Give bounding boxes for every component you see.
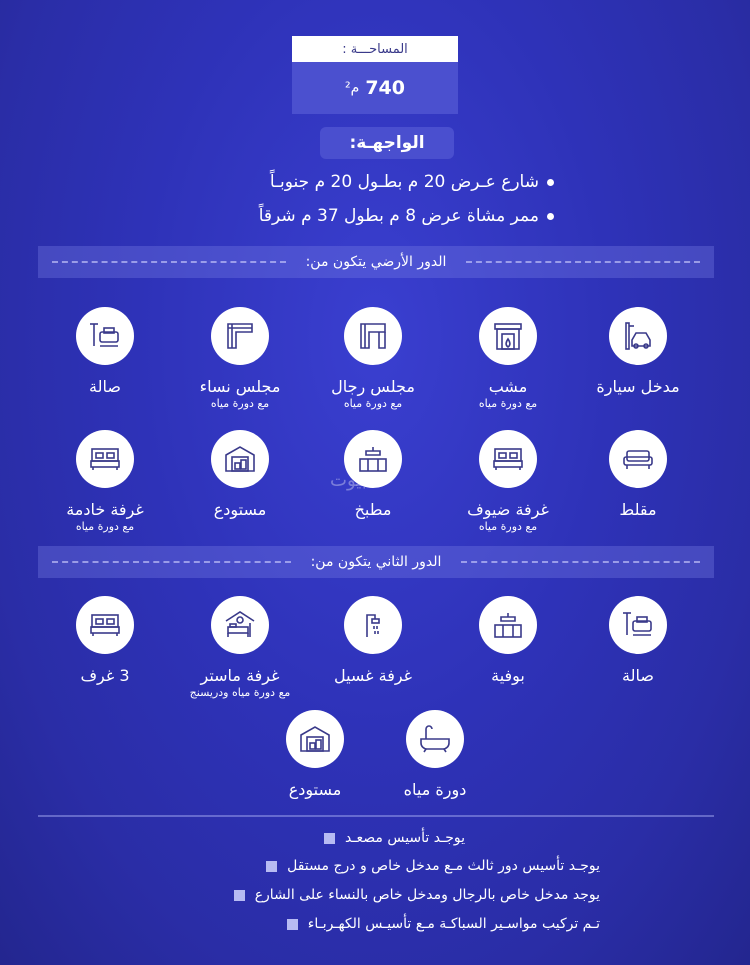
pantry-icon <box>479 596 537 654</box>
bullet-square-icon <box>234 890 245 901</box>
room-label: مشب <box>488 377 528 396</box>
facade-line-text: ممر مشاة عرض 8 م بطول 37 م شرقاً <box>258 206 539 226</box>
note-text: يوجد مدخل خاص بالرجال ومدخل خاص بالنساء على الشارع <box>254 887 600 903</box>
room-label: مجلس رجال <box>331 377 415 396</box>
room-label: غرفة غسيل <box>333 666 413 685</box>
facade-line-text: شارع عـرض 20 م بطـول 20 م جنوبـاً <box>269 172 539 192</box>
room-item <box>563 430 713 519</box>
bullet-square-icon <box>324 833 335 844</box>
room-sublabel: مع دورة مياه <box>75 520 135 533</box>
room-label: غرفة ضيوف <box>467 500 549 519</box>
room-label: مقلط <box>619 500 657 519</box>
watermark: بيوت <box>330 470 367 491</box>
area-unit: م² <box>345 80 360 96</box>
storage-icon <box>286 710 344 768</box>
room-label: مستودع <box>288 780 342 799</box>
mens-majlis-icon <box>344 307 402 365</box>
bathtub-icon <box>406 710 464 768</box>
room-label: مطبخ <box>354 500 392 519</box>
room-item <box>30 307 180 396</box>
ground-floor-title: الدور الأرضي يتكون من: <box>305 254 447 270</box>
sofa-icon <box>609 430 667 488</box>
room-item <box>30 596 180 685</box>
room-label: بوفية <box>491 666 525 685</box>
storage-icon <box>211 430 269 488</box>
dash-divider <box>461 561 700 563</box>
room-item <box>165 430 315 519</box>
first-floor-band <box>38 546 714 578</box>
room-item <box>165 307 315 410</box>
room-sublabel: مع دورة مياه <box>478 397 538 410</box>
room-item <box>433 307 583 410</box>
dash-divider <box>52 561 291 563</box>
guest-bed-icon <box>479 430 537 488</box>
room-item <box>165 596 315 699</box>
first-floor-title: الدور الثاني يتكون من: <box>310 554 442 570</box>
note-item <box>287 916 600 932</box>
facade-line <box>270 172 554 192</box>
fireplace-icon <box>479 307 537 365</box>
room-sublabel: مع دورة مياه <box>343 397 403 410</box>
room-label: صالة <box>89 377 121 396</box>
bullet-dot <box>547 179 554 186</box>
womens-majlis-icon <box>211 307 269 365</box>
room-item <box>298 430 448 519</box>
note-text: يوجـد تأسيس دور ثالث مـع مدخل خاص و درج مستقل <box>287 858 600 874</box>
ground-floor-band <box>38 246 714 278</box>
room-label: دورة مياه <box>403 780 467 799</box>
facade-line <box>259 206 554 226</box>
bullet-square-icon <box>287 919 298 930</box>
room-item <box>298 596 448 685</box>
living-room-icon <box>76 307 134 365</box>
master-room-icon <box>211 596 269 654</box>
note-item <box>324 830 465 846</box>
room-label: غرفة ماستر <box>200 666 280 685</box>
dash-divider <box>466 261 700 263</box>
room-sublabel: مع دورة مياه ودريسنج <box>189 686 291 699</box>
dash-divider <box>52 261 286 263</box>
facade-title: الواجهـة: <box>320 127 454 159</box>
bed-icon <box>76 596 134 654</box>
area-value: 740 <box>365 77 405 99</box>
room-sublabel: مع دورة مياه <box>210 397 270 410</box>
bullet-square-icon <box>266 861 277 872</box>
room-item <box>563 596 713 685</box>
room-item <box>563 307 713 396</box>
room-item <box>240 710 390 799</box>
bullet-dot <box>547 213 554 220</box>
room-item <box>30 430 180 533</box>
room-label: مدخل سيارة <box>596 377 680 396</box>
divider <box>38 815 714 817</box>
room-label: مستودع <box>213 500 267 519</box>
room-item <box>298 307 448 410</box>
laundry-icon <box>344 596 402 654</box>
note-item <box>266 858 600 874</box>
room-item <box>433 596 583 685</box>
living-room-icon <box>609 596 667 654</box>
room-label: صالة <box>622 666 654 685</box>
maid-bed-icon <box>76 430 134 488</box>
room-item <box>433 430 583 533</box>
room-label: غرفة خادمة <box>66 500 144 519</box>
room-label: مجلس نساء <box>199 377 281 396</box>
note-item <box>234 887 600 903</box>
area-value-box <box>292 62 458 114</box>
room-sublabel: مع دورة مياه <box>478 520 538 533</box>
area-label: المساحـــة : <box>292 36 458 62</box>
car-entrance-icon <box>609 307 667 365</box>
note-text: يوجـد تأسيس مصعـد <box>345 830 465 846</box>
note-text: تـم تركيب مواسـير السباكـة مـع تأسيـس الكهـربـاء <box>307 916 600 932</box>
area-box <box>292 36 458 114</box>
room-label: 3 غرف <box>80 666 130 685</box>
